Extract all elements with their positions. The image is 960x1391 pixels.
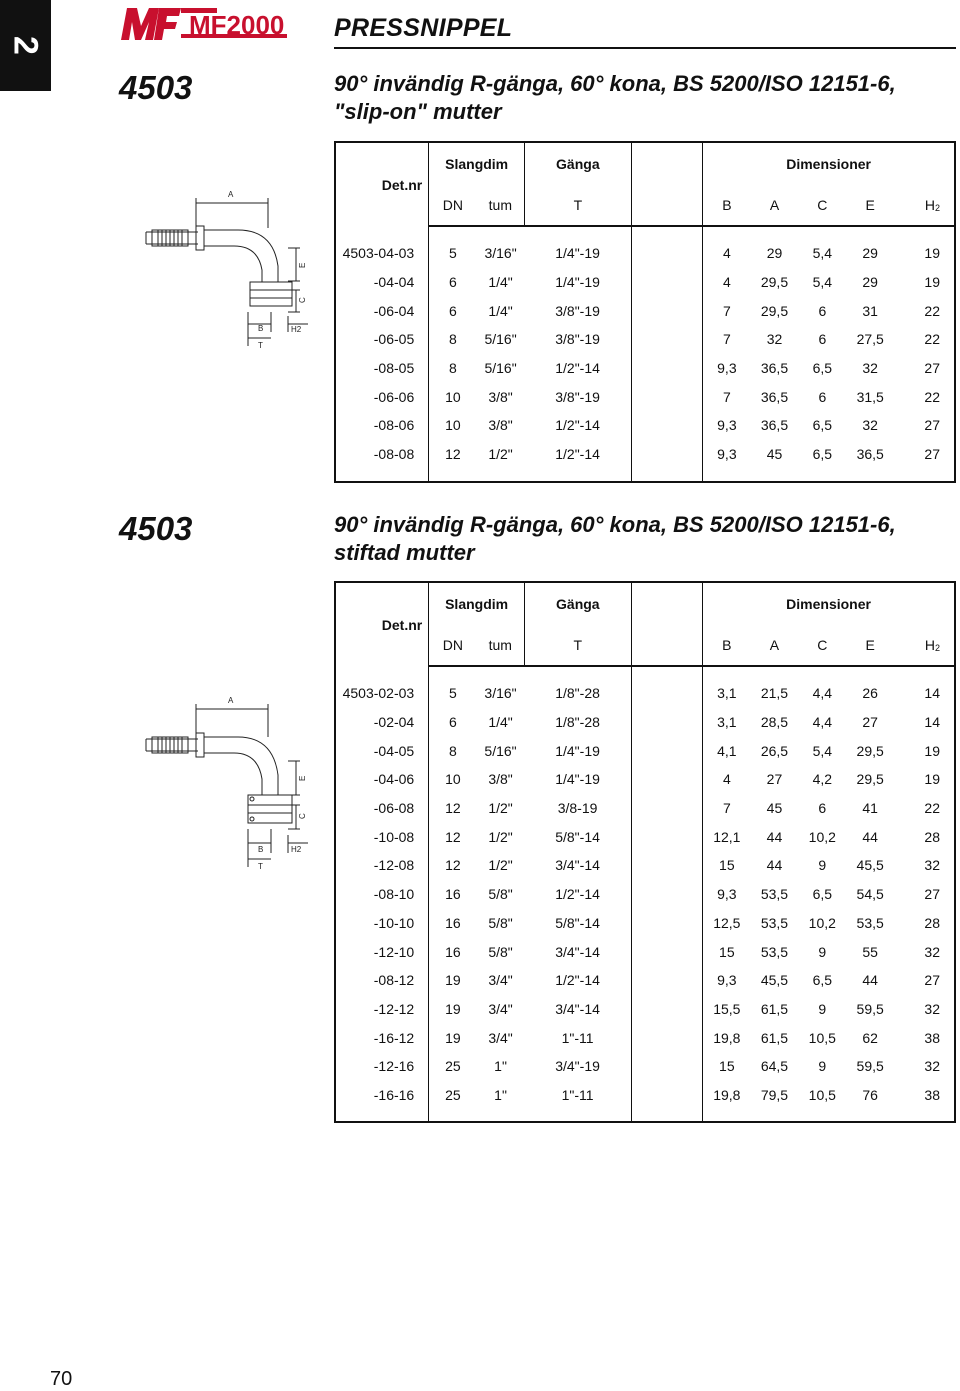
cell-dim-h2: 28 xyxy=(924,914,940,931)
cell-dim-c: 9 xyxy=(818,1000,827,1017)
col-a: A xyxy=(751,624,799,666)
cell-dn: 10 xyxy=(429,411,477,440)
cell-thread-t: 3/4"-14 xyxy=(555,943,600,960)
cell-dim-c: 6,5 xyxy=(812,360,833,377)
cell-thread-t: 1/2"-14 xyxy=(555,972,600,989)
table-row xyxy=(335,382,955,411)
cell-tum: 1/2" xyxy=(488,828,513,845)
dim-label-c: C xyxy=(298,813,307,819)
cell-det-nr: -06-06 xyxy=(373,388,415,405)
chapter-tab xyxy=(0,0,51,91)
cell-dim-h2: 32 xyxy=(924,1000,940,1017)
company-logo xyxy=(119,4,291,42)
cell-dim-a: 36,5 xyxy=(760,360,789,377)
article-number: 4503 xyxy=(119,510,193,547)
cell-thread-t: 1"-11 xyxy=(561,1029,594,1046)
table-row xyxy=(335,794,955,823)
cell-thread-t: 3/4"-14 xyxy=(555,857,600,874)
cell-tum: 3/4" xyxy=(488,972,513,989)
cell-dim-a: 26,5 xyxy=(760,742,789,759)
cell-dim-a: 45 xyxy=(766,800,783,817)
cell-dim-c: 10,2 xyxy=(808,828,836,845)
table-row xyxy=(335,937,955,966)
cell-dim-b: 4 xyxy=(722,274,731,291)
cell-dim-h2: 14 xyxy=(924,714,940,731)
cell-tum: 3/16" xyxy=(484,245,517,262)
cell-dim-a: 28,5 xyxy=(760,714,789,731)
cell-det-nr: -06-08 xyxy=(373,800,415,817)
table-row xyxy=(335,708,955,737)
cell-dim-b: 9,3 xyxy=(717,446,737,463)
table-row xyxy=(335,880,955,909)
cell-dim-b: 9,3 xyxy=(717,360,737,377)
cell-dim-e: 31,5 xyxy=(856,388,884,405)
cell-tum: 5/16" xyxy=(484,742,517,759)
col-det-nr: Det.nr xyxy=(381,176,423,193)
cell-dim-a: 79,5 xyxy=(760,1086,789,1103)
section-title-line2: stiftad mutter xyxy=(334,540,475,565)
cell-tum: 3/8" xyxy=(488,388,513,405)
cell-dim-e: 31 xyxy=(862,302,878,319)
cell-det-nr: -12-08 xyxy=(373,857,415,874)
col-b: B xyxy=(703,624,751,666)
cell-dim-e: 32 xyxy=(862,417,878,434)
cell-dim-c: 6 xyxy=(818,331,827,348)
cell-det-nr: -04-04 xyxy=(373,274,415,291)
article-number: 4503 xyxy=(119,69,193,106)
col-slangdim: Slangdim xyxy=(429,142,525,184)
cell-dim-b: 12,5 xyxy=(713,914,741,931)
cell-dim-e: 55 xyxy=(862,943,878,960)
cell-thread-t: 1/4"-19 xyxy=(555,245,600,262)
cell-dim-e: 29 xyxy=(862,245,878,262)
cell-dim-b: 3,1 xyxy=(717,685,737,702)
cell-dim-b: 7 xyxy=(722,302,731,319)
col-e: E xyxy=(846,624,894,666)
cell-dn: 16 xyxy=(429,909,477,938)
section-title xyxy=(334,70,954,126)
cell-dim-b: 15 xyxy=(719,943,735,960)
cell-tum: 1/2" xyxy=(488,800,513,817)
cell-det-nr: -08-06 xyxy=(373,417,415,434)
dim-label-b: B xyxy=(258,324,264,333)
table-row xyxy=(335,1052,955,1081)
cell-dim-h2: 14 xyxy=(924,685,940,702)
dim-label-t: T xyxy=(258,341,263,350)
cell-dim-a: 27 xyxy=(766,771,783,788)
dim-label-a: A xyxy=(228,696,234,705)
cell-dim-a: 61,5 xyxy=(760,1000,789,1017)
cell-thread-t: 1/2"-14 xyxy=(555,886,600,903)
table-row xyxy=(335,268,955,297)
cell-dim-h2: 32 xyxy=(924,857,940,874)
cell-dim-e: 26 xyxy=(862,685,878,702)
cell-tum: 3/4" xyxy=(488,1029,513,1046)
cell-dim-c: 6 xyxy=(818,302,827,319)
col-tum: tum xyxy=(477,624,525,666)
cell-dim-e: 76 xyxy=(862,1086,878,1103)
col-dn: DN xyxy=(429,624,477,666)
spec-table-stiftad xyxy=(334,581,956,1123)
cell-dim-c: 6,5 xyxy=(812,886,833,903)
cell-det-nr: -12-10 xyxy=(373,943,415,960)
cell-dim-c: 9 xyxy=(818,857,827,874)
cell-dim-h2: 22 xyxy=(924,302,940,319)
cell-dim-b: 9,3 xyxy=(717,417,737,434)
section-title-line2: "slip-on" mutter xyxy=(334,99,502,124)
cell-dim-h2: 22 xyxy=(924,331,940,348)
cell-dim-c: 6,5 xyxy=(812,972,833,989)
cell-dim-h2: 27 xyxy=(924,886,940,903)
section-title-line1: 90° invändig R-gänga, 60° kona, BS 5200/ISO 12151-6, xyxy=(334,71,896,96)
cell-dn: 8 xyxy=(429,325,477,354)
cell-dim-c: 5,4 xyxy=(812,742,833,759)
cell-dim-e: 53,5 xyxy=(856,914,884,931)
cell-thread-t: 1/2"-14 xyxy=(555,417,600,434)
cell-det-nr: -16-12 xyxy=(373,1029,415,1046)
cell-dim-a: 29,5 xyxy=(760,302,789,319)
cell-dim-e: 44 xyxy=(862,972,878,989)
cell-det-nr: 4503-02-03 xyxy=(342,685,415,702)
table-row xyxy=(335,822,955,851)
cell-det-nr: -08-12 xyxy=(373,972,415,989)
table-row xyxy=(335,679,955,708)
col-c: C xyxy=(798,184,846,226)
cell-dn: 19 xyxy=(429,966,477,995)
cell-dim-c: 6 xyxy=(818,800,827,817)
header-rule xyxy=(334,47,956,49)
cell-dim-e: 45,5 xyxy=(856,857,884,874)
cell-dim-h2: 28 xyxy=(924,828,940,845)
cell-det-nr: -16-16 xyxy=(373,1086,415,1103)
col-slangdim: Slangdim xyxy=(429,582,525,624)
cell-dim-a: 44 xyxy=(766,828,783,845)
cell-dim-c: 10,2 xyxy=(808,914,836,931)
cell-tum: 3/4" xyxy=(488,1000,513,1017)
cell-dim-e: 44 xyxy=(862,828,878,845)
cell-dn: 6 xyxy=(429,268,477,297)
col-dimensioner: Dimensioner xyxy=(703,582,955,624)
col-c: C xyxy=(798,624,846,666)
cell-thread-t: 5/8"-14 xyxy=(555,914,600,931)
cell-dim-h2: 19 xyxy=(924,771,940,788)
cell-dim-e: 29,5 xyxy=(856,771,884,788)
cell-dn: 6 xyxy=(429,296,477,325)
cell-dim-b: 15 xyxy=(719,857,735,874)
col-h2: $H_2$ xyxy=(894,624,955,666)
table-row xyxy=(335,325,955,354)
col-e: E xyxy=(846,184,894,226)
cell-tum: 1/2" xyxy=(488,446,513,463)
cell-dim-a: 64,5 xyxy=(760,1058,789,1075)
cell-dn: 12 xyxy=(429,794,477,823)
cell-dim-b: 4 xyxy=(722,771,731,788)
cell-det-nr: -02-04 xyxy=(373,714,415,731)
cell-det-nr: -10-08 xyxy=(373,828,415,845)
cell-dim-b: 15,5 xyxy=(713,1000,741,1017)
cell-dim-b: 19,8 xyxy=(713,1029,741,1046)
cell-tum: 1" xyxy=(494,1086,507,1103)
col-ganga: Gänga xyxy=(525,582,632,624)
dim-label-a: A xyxy=(228,190,234,199)
table-row xyxy=(335,1023,955,1052)
cell-det-nr: -12-12 xyxy=(373,1000,415,1017)
cell-tum: 1/4" xyxy=(488,714,513,731)
col-h2: $H_2$ xyxy=(894,184,955,226)
cell-dn: 16 xyxy=(429,937,477,966)
cell-thread-t: 1/8"-28 xyxy=(555,714,600,731)
cell-dn: 10 xyxy=(429,765,477,794)
cell-dim-c: 10,5 xyxy=(808,1086,836,1103)
cell-dim-c: 6 xyxy=(818,388,827,405)
cell-thread-t: 1/2"-14 xyxy=(555,360,600,377)
cell-tum: 1/4" xyxy=(488,302,513,319)
cell-dim-h2: 22 xyxy=(924,388,940,405)
col-ganga: Gänga xyxy=(525,142,632,184)
cell-dn: 8 xyxy=(429,736,477,765)
cell-thread-t: 1/8"-28 xyxy=(555,685,600,702)
cell-dn: 6 xyxy=(429,708,477,737)
cell-dn: 12 xyxy=(429,822,477,851)
fitting-drawing-slip-on xyxy=(138,186,310,356)
cell-dim-h2: 27 xyxy=(924,446,940,463)
cell-dim-e: 59,5 xyxy=(856,1058,884,1075)
cell-dim-e: 36,5 xyxy=(856,446,884,463)
table-row xyxy=(335,909,955,938)
cell-det-nr: -04-06 xyxy=(373,771,415,788)
cell-dim-b: 12,1 xyxy=(713,828,741,845)
cell-tum: 5/8" xyxy=(488,886,513,903)
page-header: PRESSNIPPEL xyxy=(334,14,513,42)
col-a: A xyxy=(751,184,799,226)
table-row xyxy=(335,995,955,1024)
cell-thread-t: 5/8"-14 xyxy=(555,828,600,845)
cell-dim-c: 10,5 xyxy=(808,1029,836,1046)
cell-dim-b: 7 xyxy=(722,331,731,348)
cell-dim-h2: 19 xyxy=(924,274,940,291)
cell-thread-t: 1/2"-14 xyxy=(555,446,600,463)
cell-dim-h2: 38 xyxy=(924,1086,940,1103)
cell-dim-e: 41 xyxy=(862,800,878,817)
page-number: 70 xyxy=(50,1368,73,1390)
logo-text: MF2000 xyxy=(189,10,285,40)
dim-label-e: E xyxy=(298,775,307,781)
cell-thread-t: 1"-11 xyxy=(561,1086,594,1103)
cell-dn: 19 xyxy=(429,995,477,1024)
cell-dn: 25 xyxy=(429,1081,477,1110)
table-row xyxy=(335,765,955,794)
cell-dim-a: 45,5 xyxy=(760,972,789,989)
cell-dn: 5 xyxy=(429,239,477,268)
dim-label-h2: H2 xyxy=(291,325,302,334)
cell-thread-t: 1/4"-19 xyxy=(555,274,600,291)
cell-dim-e: 27 xyxy=(862,714,878,731)
cell-dim-a: 36,5 xyxy=(760,388,789,405)
cell-dim-c: 9 xyxy=(818,1058,827,1075)
dim-label-t: T xyxy=(258,862,263,871)
cell-dim-h2: 19 xyxy=(924,245,940,262)
cell-dim-a: 21,5 xyxy=(760,685,789,702)
table-row xyxy=(335,296,955,325)
cell-dim-h2: 19 xyxy=(924,742,940,759)
cell-dn: 5 xyxy=(429,679,477,708)
cell-dim-c: 6,5 xyxy=(812,417,833,434)
cell-dim-c: 4,2 xyxy=(812,771,833,788)
cell-thread-t: 3/8"-19 xyxy=(555,331,600,348)
cell-dim-e: 27,5 xyxy=(856,331,884,348)
cell-dim-h2: 27 xyxy=(924,972,940,989)
cell-dim-h2: 27 xyxy=(924,360,940,377)
table-row xyxy=(335,411,955,440)
cell-dn: 8 xyxy=(429,354,477,383)
cell-dim-e: 54,5 xyxy=(856,886,884,903)
cell-dim-c: 6,5 xyxy=(812,446,833,463)
cell-dn: 16 xyxy=(429,880,477,909)
cell-dim-a: 29,5 xyxy=(760,274,789,291)
cell-tum: 1/4" xyxy=(488,274,513,291)
cell-dim-a: 36,5 xyxy=(760,417,789,434)
cell-det-nr: -10-10 xyxy=(373,914,415,931)
cell-thread-t: 3/4"-19 xyxy=(555,1058,600,1075)
cell-thread-t: 3/8-19 xyxy=(557,800,598,817)
col-dn: DN xyxy=(429,184,477,226)
cell-dim-b: 9,3 xyxy=(717,886,737,903)
table-row xyxy=(335,966,955,995)
table-row xyxy=(335,239,955,268)
table-row xyxy=(335,1081,955,1110)
cell-tum: 5/16" xyxy=(484,360,517,377)
cell-thread-t: 3/4"-14 xyxy=(555,1000,600,1017)
cell-tum: 5/8" xyxy=(488,914,513,931)
col-t: T xyxy=(525,184,632,226)
cell-dim-c: 4,4 xyxy=(812,714,833,731)
cell-dim-b: 3,1 xyxy=(717,714,737,731)
cell-dim-c: 5,4 xyxy=(812,245,833,262)
cell-dim-c: 4,4 xyxy=(812,685,833,702)
table-row xyxy=(335,354,955,383)
cell-det-nr: -08-08 xyxy=(373,446,415,463)
cell-tum: 3/8" xyxy=(488,417,513,434)
cell-dim-h2: 32 xyxy=(924,943,940,960)
dim-label-e: E xyxy=(298,262,307,268)
col-t: T xyxy=(525,624,632,666)
col-tum: tum xyxy=(477,184,525,226)
dim-label-h2: H2 xyxy=(291,845,302,854)
section-title xyxy=(334,511,954,567)
cell-dim-h2: 38 xyxy=(924,1029,940,1046)
cell-det-nr: -12-16 xyxy=(373,1058,415,1075)
cell-tum: 3/16" xyxy=(484,685,517,702)
cell-dim-b: 9,3 xyxy=(717,972,737,989)
table-row xyxy=(335,851,955,880)
cell-dim-e: 29,5 xyxy=(856,742,884,759)
cell-dim-a: 53,5 xyxy=(760,886,789,903)
cell-dim-a: 53,5 xyxy=(760,914,789,931)
cell-dim-b: 7 xyxy=(722,388,731,405)
cell-thread-t: 1/4"-19 xyxy=(555,771,600,788)
cell-dim-b: 7 xyxy=(722,800,731,817)
cell-dim-e: 32 xyxy=(862,360,878,377)
cell-dn: 12 xyxy=(429,851,477,880)
dim-label-c: C xyxy=(298,297,307,303)
table-row xyxy=(335,440,955,469)
cell-tum: 5/16" xyxy=(484,331,517,348)
cell-dim-b: 4,1 xyxy=(717,742,737,759)
cell-dim-e: 62 xyxy=(862,1029,878,1046)
cell-det-nr: -04-05 xyxy=(373,742,415,759)
cell-dim-b: 4 xyxy=(722,245,731,262)
cell-tum: 3/8" xyxy=(488,771,513,788)
cell-dim-b: 15 xyxy=(719,1058,735,1075)
cell-det-nr: -06-05 xyxy=(373,331,415,348)
cell-thread-t: 3/8"-19 xyxy=(555,302,600,319)
spec-table-slip-on xyxy=(334,141,956,483)
col-det-nr: Det.nr xyxy=(381,616,423,633)
cell-dn: 19 xyxy=(429,1023,477,1052)
cell-thread-t: 3/8"-19 xyxy=(555,388,600,405)
cell-dn: 12 xyxy=(429,440,477,469)
cell-dim-a: 44 xyxy=(766,857,783,874)
cell-dim-b: 19,8 xyxy=(713,1086,741,1103)
dim-label-b: B xyxy=(258,845,264,854)
cell-dim-e: 59,5 xyxy=(856,1000,884,1017)
cell-dim-a: 53,5 xyxy=(760,943,789,960)
cell-dim-h2: 27 xyxy=(924,417,940,434)
cell-det-nr: -08-10 xyxy=(373,886,415,903)
cell-dim-h2: 22 xyxy=(924,800,940,817)
section-title-line1: 90° invändig R-gänga, 60° kona, BS 5200/ISO 12151-6, xyxy=(334,512,896,537)
chapter-number: 2 xyxy=(6,36,45,55)
cell-det-nr: 4503-04-03 xyxy=(342,245,415,262)
cell-tum: 5/8" xyxy=(488,943,513,960)
cell-tum: 1" xyxy=(494,1058,507,1075)
fitting-drawing-stiftad xyxy=(138,695,310,875)
cell-dim-c: 9 xyxy=(818,943,827,960)
col-b: B xyxy=(703,184,751,226)
cell-tum: 1/2" xyxy=(488,857,513,874)
col-dimensioner: Dimensioner xyxy=(703,142,955,184)
cell-dim-a: 61,5 xyxy=(760,1029,789,1046)
cell-dim-e: 29 xyxy=(862,274,878,291)
cell-dn: 10 xyxy=(429,382,477,411)
cell-dim-c: 5,4 xyxy=(812,274,833,291)
cell-det-nr: -06-04 xyxy=(373,302,415,319)
cell-dim-h2: 32 xyxy=(924,1058,940,1075)
cell-thread-t: 1/4"-19 xyxy=(555,742,600,759)
cell-det-nr: -08-05 xyxy=(373,360,415,377)
cell-dim-a: 45 xyxy=(766,446,783,463)
table-row xyxy=(335,736,955,765)
cell-dn: 25 xyxy=(429,1052,477,1081)
cell-dim-a: 32 xyxy=(766,331,783,348)
cell-dim-a: 29 xyxy=(766,245,783,262)
